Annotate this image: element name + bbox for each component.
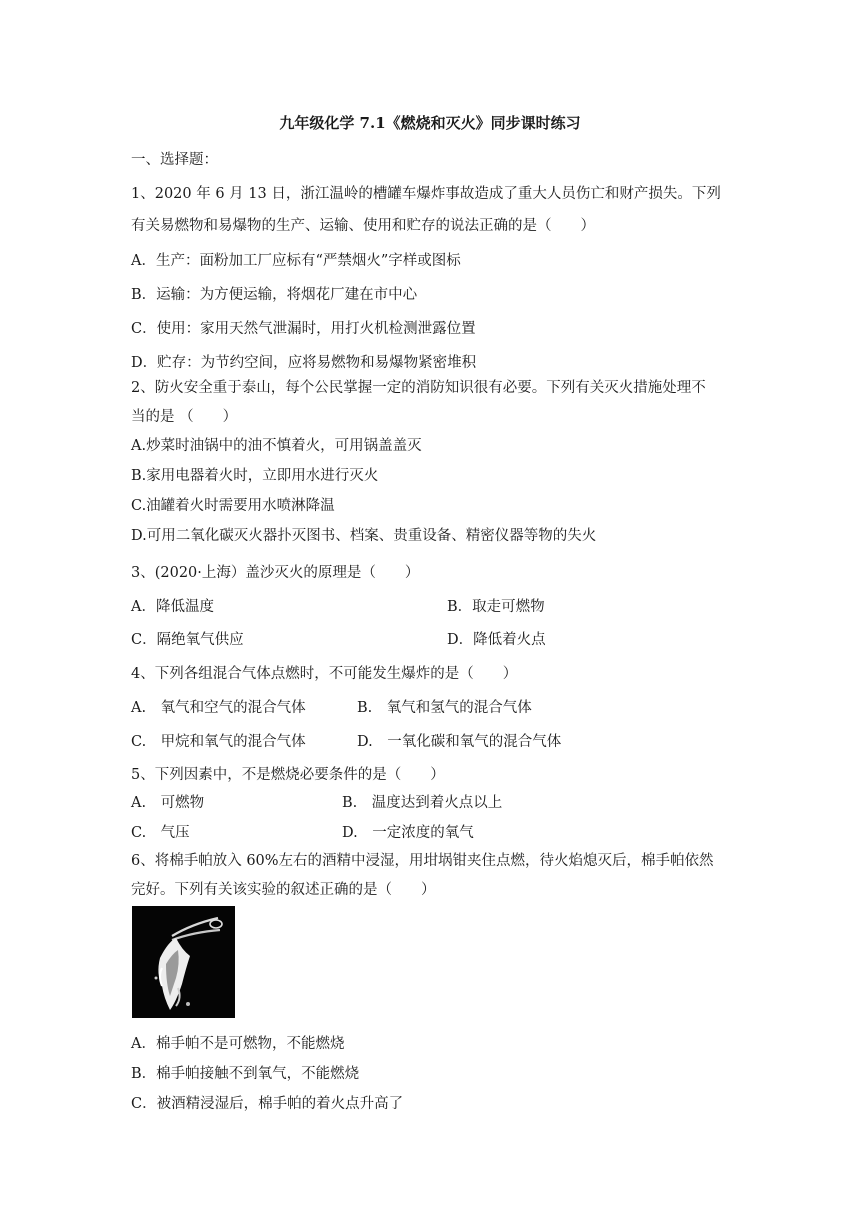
question-2-stem-line2: 当的是 （ ）: [131, 409, 238, 425]
question-3-option-d: D．降低着火点: [447, 632, 546, 648]
question-3-option-a: A．降低温度: [131, 599, 214, 615]
question-5-option-a: A. 可燃物: [131, 795, 205, 811]
question-1-option-d: D．贮存：为节约空间，应将易燃物和易爆物紧密堆积: [131, 355, 477, 371]
question-3-option-c: C．隔绝氧气供应: [131, 632, 244, 648]
question-1-stem-line2: 有关易燃物和易爆物的生产、运输、使用和贮存的说法正确的是（ ）: [131, 218, 595, 234]
question-4-option-c: C. 甲烷和氧气的混合气体: [131, 734, 306, 750]
burning-handkerchief-photo-icon: [132, 906, 235, 1018]
question-5-option-d: D. 一定浓度的氧气: [342, 825, 474, 841]
question-4-option-b: B. 氧气和氢气的混合气体: [357, 700, 532, 716]
question-5-stem: 5、下列因素中，不是燃烧必要条件的是（ ）: [131, 767, 445, 783]
question-5-option-c: C. 气压: [131, 825, 190, 841]
question-4-option-a: A. 氧气和空气的混合气体: [131, 700, 306, 716]
section-heading: 一、选择题：: [131, 152, 218, 168]
question-1-option-a: A．生产：面粉加工厂应标有“严禁烟火”字样或图标: [131, 253, 461, 269]
question-6-stem-line1: 6、将棉手帕放入 60%左右的酒精中浸湿，用坩埚钳夹住点燃，待火焰熄灭后，棉手帕依然: [131, 853, 714, 869]
question-6-stem-line2: 完好。下列有关该实验的叙述正确的是（ ）: [131, 882, 436, 898]
question-1-option-c: C．使用：家用天然气泄漏时，用打火机检测泄露位置: [131, 321, 476, 337]
question-2-stem-line1: 2、防火安全重于泰山，每个公民掌握一定的消防知识很有必要。下列有关灭火措施处理不: [131, 380, 706, 396]
question-6-option-a: A．棉手帕不是可燃物，不能燃烧: [131, 1036, 345, 1052]
question-3-option-b: B．取走可燃物: [447, 599, 545, 615]
question-3-stem: 3、(2020·上海）盖沙灭火的原理是（ ）: [131, 565, 420, 581]
question-4-stem: 4、下列各组混合气体点燃时，不可能发生爆炸的是（ ）: [131, 666, 518, 682]
question-1-option-b: B．运输：为方便运输，将烟花厂建在市中心: [131, 287, 418, 303]
question-2-option-c: C.油罐着火时需要用水喷淋降温: [131, 498, 335, 514]
question-6-option-c: C．被酒精浸湿后，棉手帕的着火点升高了: [131, 1096, 404, 1112]
question-1-stem-line1: 1、2020 年 6 月 13 日，浙江温岭的槽罐车爆炸事故造成了重大人员伤亡和财产损失。下列: [131, 186, 721, 202]
question-6-option-b: B．棉手帕接触不到氧气，不能燃烧: [131, 1066, 360, 1082]
page-title: 九年级化学 7.1《燃烧和灭火》同步课时练习: [279, 114, 581, 132]
question-5-option-b: B. 温度达到着火点以上: [342, 795, 503, 811]
question-2-option-d: D.可用二氧化碳灭火器扑灭图书、档案、贵重设备、精密仪器等物的失火: [131, 528, 597, 544]
question-2-option-b: B.家用电器着火时，立即用水进行灭火: [131, 468, 379, 484]
question-2-option-a: A.炒菜时油锅中的油不慎着火，可用锅盖盖灭: [131, 438, 422, 454]
question-4-option-d: D. 一氧化碳和氧气的混合气体: [357, 734, 562, 750]
